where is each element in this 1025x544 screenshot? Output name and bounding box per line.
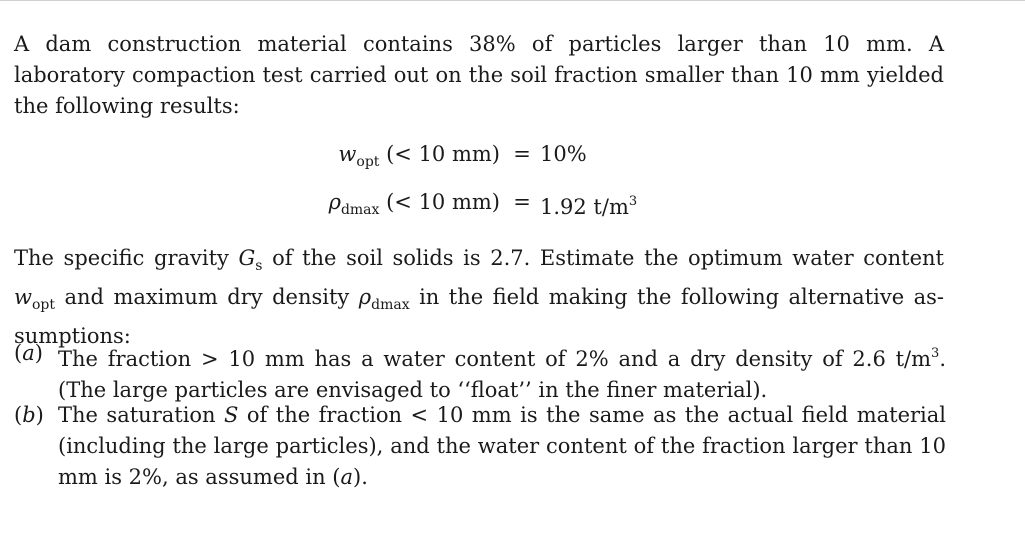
gs-symbol: G: [238, 246, 256, 270]
item-label-b: (b): [14, 403, 44, 427]
item-body-b: The saturation S of the fraction < 10 mm is the same as the actual field material (including the large particles), and the water content of the fraction larger than 10 mm is 2%, as assumed in (a).: [58, 403, 946, 489]
equals-sign: =: [513, 190, 531, 214]
saturation-symbol: S: [224, 403, 239, 427]
wopt-value: 10%: [540, 142, 587, 166]
intro-paragraph: [14, 29, 944, 122]
assumptions-paragraph: [14, 243, 944, 352]
rho-value: 1.92 t/m: [540, 195, 629, 219]
item-body-a: The fraction > 10 mm has a water content of 2% and a dry density of 2.6 $t/m^3$. (The large particles are envisaged to ‘‘float’’ in the finer material).: [58, 346, 946, 402]
intro-line-2: compaction test carried out on the soil fraction smaller than 10 mm yielded the following: [14, 63, 944, 118]
wopt-symbol: w: [338, 142, 357, 166]
wopt-inline-symbol: w: [14, 285, 32, 309]
rho-subscript: dmax: [340, 202, 380, 218]
para2-text: and maximum dry density: [55, 285, 359, 309]
rho-inline-subscript: dmax: [371, 297, 410, 313]
equals-sign: =: [513, 142, 531, 166]
assumption-item-a: [14, 338, 946, 406]
equation-rhodmax: [0, 189, 700, 219]
para2-text: sumptions:: [14, 324, 131, 348]
item-label-a: (a): [14, 341, 43, 365]
wopt-inline-subscript: opt: [31, 297, 56, 313]
para2-text: The specific gravity: [14, 246, 239, 270]
equation-wopt: [0, 141, 700, 171]
rho-value-exponent: 3: [628, 194, 638, 209]
para2-text: of the soil solids is 2.7. Estimate the optimum water content: [262, 246, 944, 270]
rho-symbol: ρ: [328, 190, 341, 214]
intro-line-3: results:: [159, 94, 240, 118]
wopt-condition: (< 10 mm): [386, 142, 500, 166]
para2-text: in the field making the following alternative as-: [409, 285, 944, 309]
rho-inline-symbol: ρ: [358, 285, 372, 309]
density-unit-exponent: 3: [931, 346, 940, 361]
rho-condition: (< 10 mm): [386, 190, 500, 214]
assumption-item-b: [14, 400, 946, 493]
intro-line-1: A dam construction material contains 38% of particles larger than 10 mm. A laboratory: [14, 32, 944, 87]
wopt-subscript: opt: [356, 154, 380, 170]
gs-subscript: s: [255, 258, 263, 274]
